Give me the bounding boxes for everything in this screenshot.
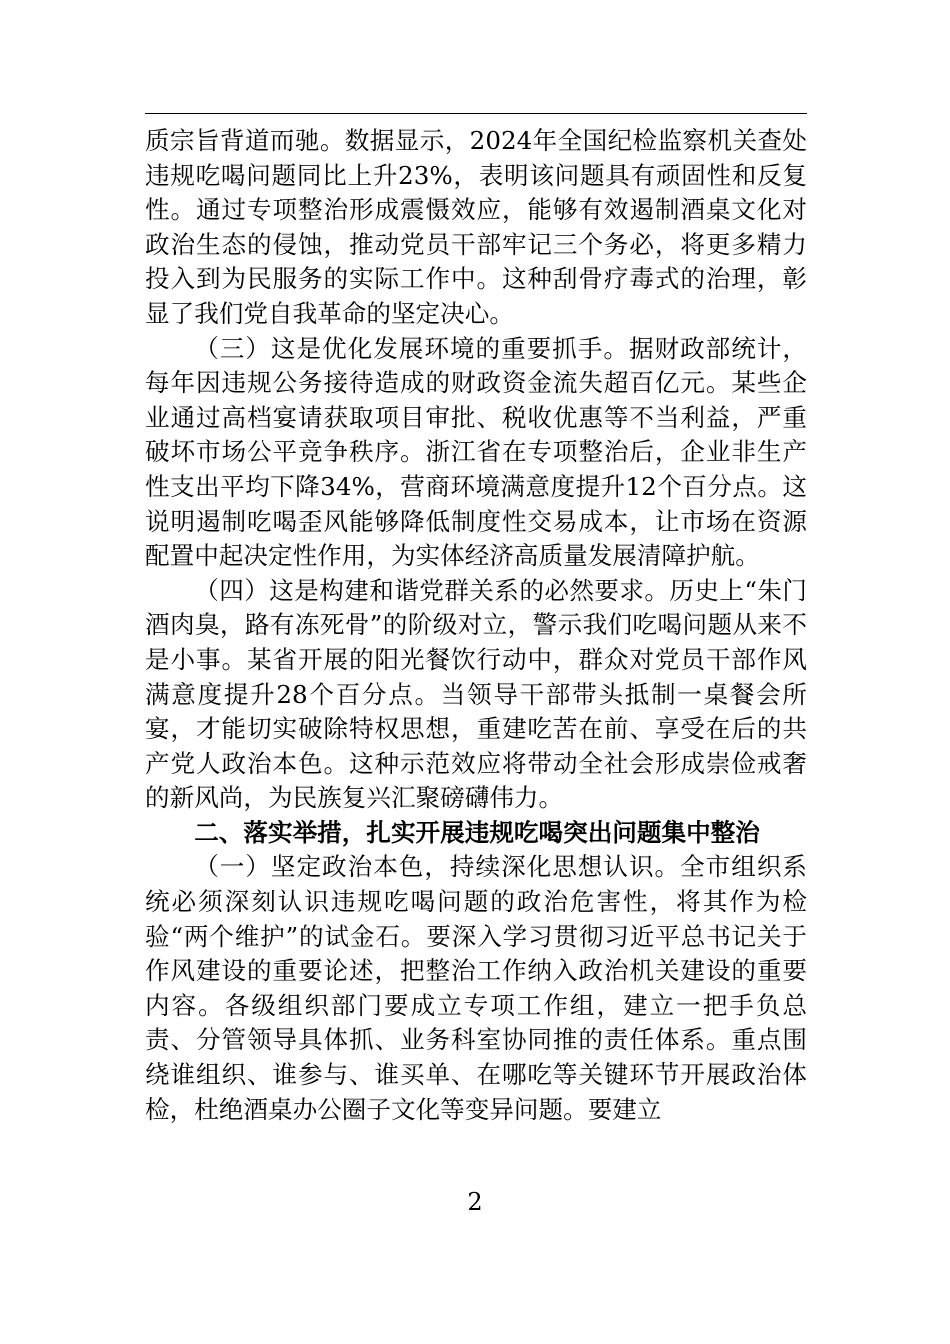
paragraph-section-3: （三）这是优化发展环境的重要抓手。据财政部统计，每年因违规公务接待造成的财政资金流失超百亿元。某些企业通过高档宴请获取项目审批、税收优惠等不当利益，严重破坏市场公平竞争秩序。浙江省在专项整治后，企业非生产性支出平均下降34%，营商环境满意度提升12个百分点。这说明遏制吃喝歪风能够降低制度性交易成本，让市场在资源配置中起决定性作用，为实体经济高质量发展清障护航。 <box>145 333 807 571</box>
page-number: 2 <box>467 1188 483 1216</box>
paragraph-measure-1: （一）坚定政治本色，持续深化思想认识。全市组织系统必须深刻认识违规吃喝问题的政治危害性，将其作为检验“两个维护”的试金石。要深入学习贯彻习近平总书记关于作风建设的重要论述，把整治工作纳入政治机关建设的重要内容。各级组织部门要成立专项工作组，建立一把手负总责、分管领导具体抓、业务科室协同推的责任体系。重点围绕谁组织、谁参与、谁买单、在哪吃等关键环节开展政治体检，杜绝酒桌办公圈子文化等变异问题。要建立 <box>145 852 807 1124</box>
header-rule <box>145 113 807 114</box>
body-text <box>145 124 807 1127</box>
section-heading-2: 二、落实举措，扎实开展违规吃喝突出问题集中整治 <box>194 817 760 847</box>
paragraph-section-4: （四）这是构建和谐党群关系的必然要求。历史上“朱门酒肉臭，路有冻死骨”的阶级对立，警示我们吃喝问题从来不是小事。某省开展的阳光餐饮行动中，群众对党员干部作风满意度提升28个百分点。当领导干部带头抵制一桌餐会所宴，才能切实破除特权思想，重建吃苦在前、享受在后的共产党人政治本色。这种示范效应将带动全社会形成崇俭戒奢的新风尚，为民族复兴汇聚磅礴伟力。 <box>145 575 807 813</box>
paragraph-continuation: 质宗旨背道而驰。数据显示，2024年全国纪检监察机关查处违规吃喝问题同比上升23%，表明该问题具有顽固性和反复性。通过专项整治形成震慑效应，能够有效遏制酒桌文化对政治生态的侵蚀，推动党员干部牢记三个务必，将更多精力投入到为民服务的实际工作中。这种刮骨疗毒式的治理，彰显了我们党自我革命的坚定决心。 <box>145 126 807 328</box>
